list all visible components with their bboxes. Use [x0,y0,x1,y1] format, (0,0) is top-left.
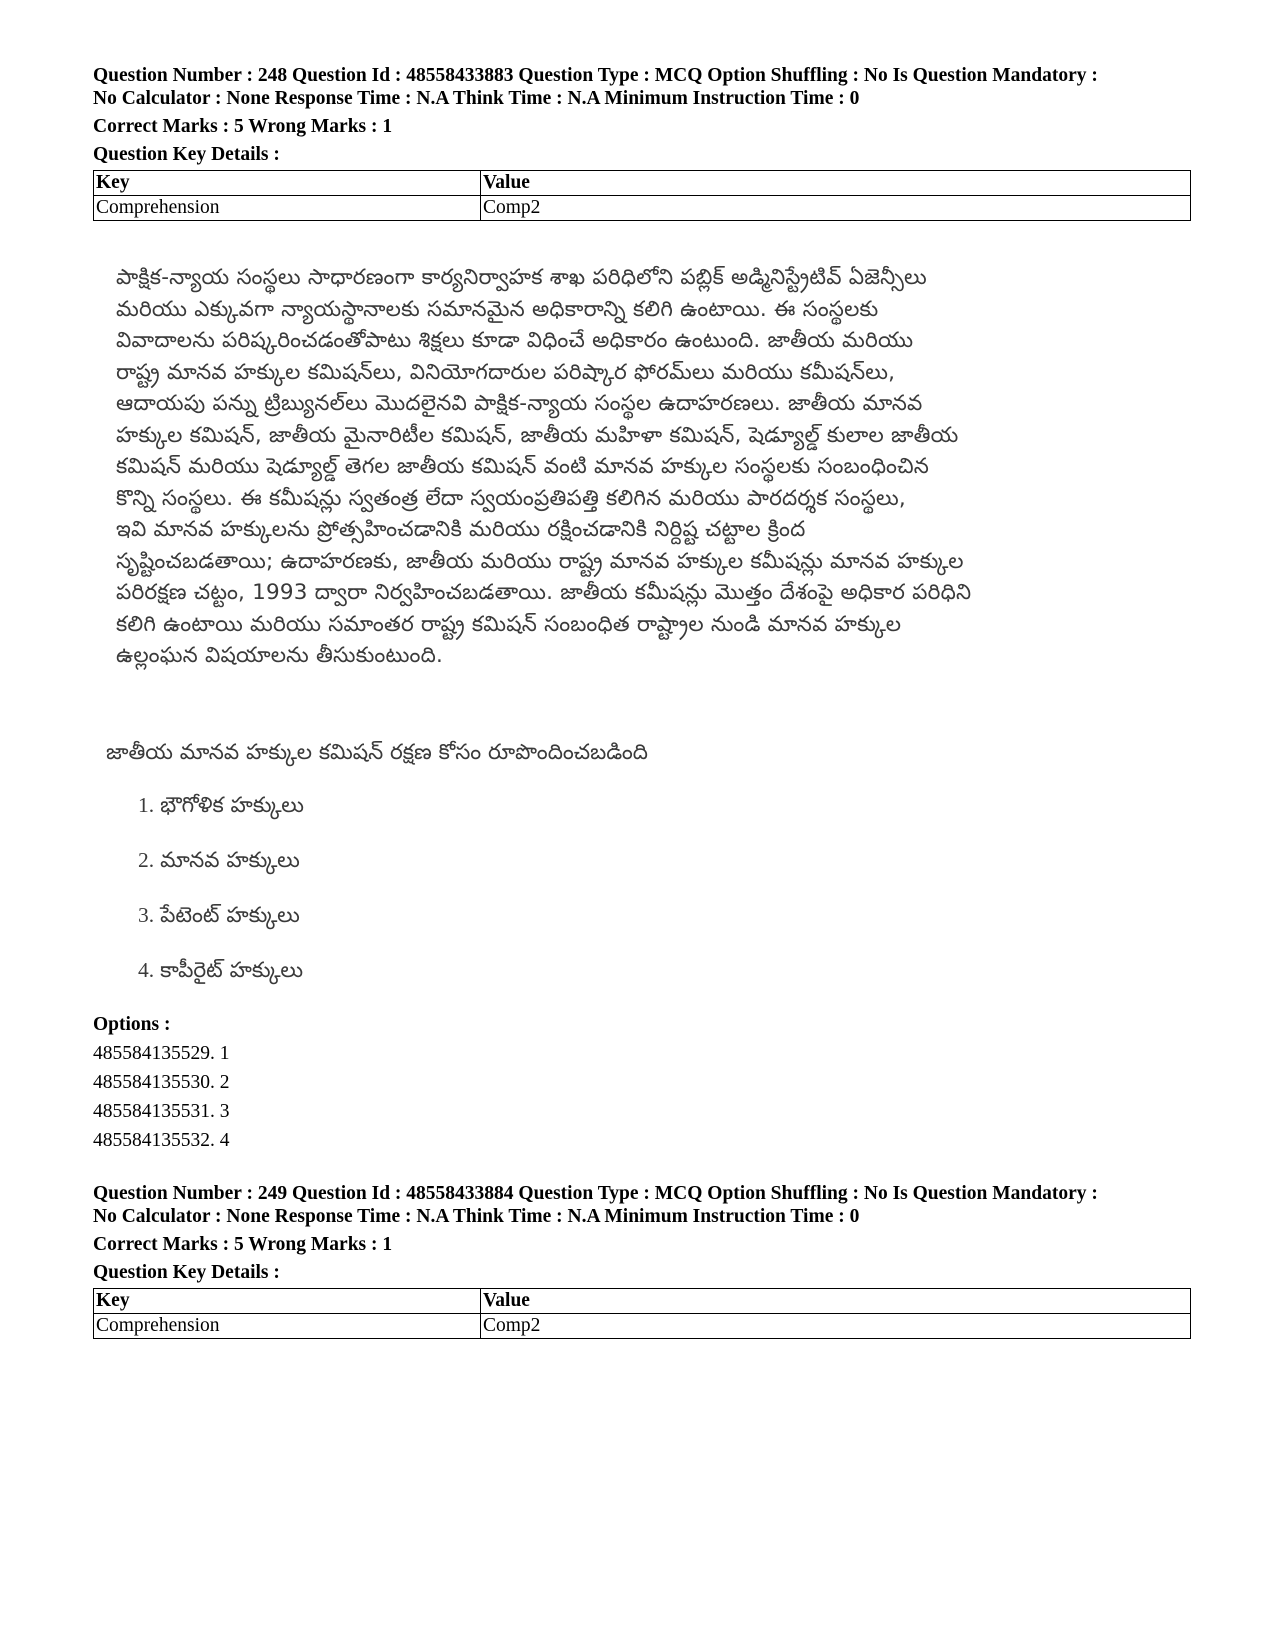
question-key-details-label: Question Key Details : [93,144,280,165]
table-cell-key: Comprehension [94,196,481,221]
table-header-key: Key [94,1289,481,1314]
choice-text: భౌగోళిక హక్కులు [160,793,304,818]
passage-line: వివాదాలను పరిష్కరించడంతోపాటు శిక్షలు కూడా విధించే అధికారం ఉంటుంది. జాతీయ మరియు [116,328,914,353]
question-key-table [93,1288,1191,1339]
question-248-header [93,64,1183,221]
choice-number: 3. [138,903,155,927]
table-header-value: Value [481,1289,1191,1314]
table-cell-key: Comprehension [94,1314,481,1339]
question-key-details-label: Question Key Details : [93,1262,280,1283]
passage-line: ఉల్లంఘన విషయాలను తీసుకుంటుంది. [116,643,444,668]
choice-text: కాపీరైట్ హక్కులు [160,958,304,983]
passage-line: కమిషన్ మరియు షెడ్యూల్డ్ తెగల జాతీయ కమిషన్ వంటి మానవ హక్కుల సంస్థలకు సంబంధించిన [116,454,930,479]
options-label: Options : [93,1014,171,1035]
table-cell-value: Comp2 [481,196,1191,221]
option-item: 485584135529. 1 [93,1043,230,1064]
passage-line: సృష్టించబడతాయి; ఉదాహరణకు, జాతీయ మరియు రాష్ట్ర మానవ హక్కుల కమీషన్లు మానవ హక్కుల [116,548,964,574]
question-marks: Correct Marks : 5 Wrong Marks : 1 [93,116,393,137]
question-header-line2: No Calculator : None Response Time : N.A Think Time : N.A Minimum Instruction Time : 0 [93,1206,860,1227]
choice-item [138,845,300,876]
passage-line: కలిగి ఉంటాయి మరియు సమాంతర రాష్ట్ర కమిషన్ సంబంధిత రాష్ట్రాల నుండి మానవ హక్కుల [116,611,902,637]
table-header-value: Value [481,171,1191,196]
passage-line: పరిరక్షణ చట్టం, 1993 ద్వారా నిర్వహించబడతాయి. జాతీయ కమీషన్లు మొత్తం దేశంపై అధికార పరిధిని [116,580,972,605]
table-row [94,1314,1191,1339]
table-row [94,196,1191,221]
comprehension-passage [116,262,1176,672]
option-item: 485584135532. 4 [93,1130,230,1151]
option-item: 485584135531. 3 [93,1101,230,1122]
table-cell-value: Comp2 [481,1314,1191,1339]
table-header-row [94,171,1191,196]
choice-item [138,955,303,986]
table-header-key: Key [94,171,481,196]
question-header-line1: Question Number : 249 Question Id : 48558433884 Question Type : MCQ Option Shuffling : No Is Question Mandatory : [93,1183,1098,1204]
choice-text: పేటెంట్ హక్కులు [160,903,300,928]
passage-line: మరియు ఎక్కువగా న్యాయస్థానాలకు సమానమైన అధికారాన్ని కలిగి ఉంటాయి. ఈ సంస్థలకు [116,296,879,322]
table-header-row [94,1289,1191,1314]
options-block [93,1010,230,1155]
choice-item [138,790,304,821]
question-marks: Correct Marks : 5 Wrong Marks : 1 [93,1234,393,1255]
passage-line: పాక్షిక-న్యాయ సంస్థలు సాధారణంగా కార్యనిర్వాహక శాఖ పరిధిలోని పబ్లిక్ అడ్మినిస్ట్రేటివ్ ఏజెన్సీలు [116,265,927,290]
choice-text: మానవ హక్కులు [160,848,300,873]
question-249-header [93,1182,1183,1339]
question-key-table [93,170,1191,221]
passage-line: ఇవి మానవ హక్కులను ప్రోత్సహించడానికి మరియు రక్షించడానికి నిర్దిష్ట చట్టాల క్రింద [116,517,806,542]
passage-line: రాష్ట్ర మానవ హక్కుల కమిషన్‌లు, వినియోగదారుల పరిష్కార ఫోరమ్‌లు మరియు కమీషన్‌లు, [116,359,896,385]
choice-item [138,900,300,931]
question-stem: జాతీయ మానవ హక్కుల కమిషన్ రక్షణ కోసం రూపొందించబడింది [106,740,648,765]
question-header-line1: Question Number : 248 Question Id : 48558433883 Question Type : MCQ Option Shuffling : No Is Question Mandatory : [93,65,1098,86]
question-header-line2: No Calculator : None Response Time : N.A Think Time : N.A Minimum Instruction Time : 0 [93,88,860,109]
choice-number: 2. [138,848,155,872]
choice-number: 4. [138,958,155,982]
option-item: 485584135530. 2 [93,1072,230,1093]
passage-line: కొన్ని సంస్థలు. ఈ కమీషన్లు స్వతంత్ర లేదా స్వయంప్రతిపత్తి కలిగిన మరియు పారదర్శక సంస్థలు, [116,485,906,511]
choice-number: 1. [138,793,155,817]
passage-line: ఆదాయపు పన్ను ట్రిబ్యునల్‌లు మొదలైనవి పాక్షిక-న్యాయ సంస్థల ఉదాహరణలు. జాతీయ మానవ [116,391,923,416]
passage-line: హక్కుల కమిషన్, జాతీయ మైనారిటీల కమిషన్, జాతీయ మహిళా కమిషన్, షెడ్యూల్డ్ కులాల జాతీయ [116,422,959,448]
